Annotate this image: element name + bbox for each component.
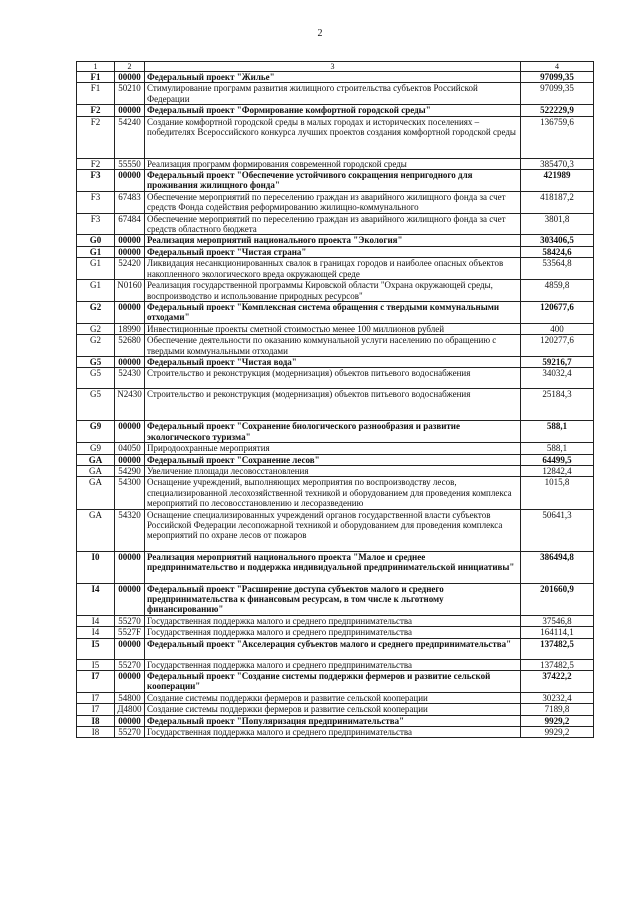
- row-subcode: 00000: [115, 583, 145, 615]
- row-amount: 137482,5: [521, 638, 594, 659]
- row-code: G5: [77, 389, 115, 421]
- row-amount: 386494,8: [521, 551, 594, 583]
- row-description: Федеральный проект "Создание системы поддержки фермеров и развитие сельской кооперации": [145, 671, 521, 693]
- row-subcode: 55270: [115, 615, 145, 626]
- row-code: I4: [77, 583, 115, 615]
- row-code: G9: [77, 443, 115, 454]
- row-description: Федеральный проект "Чистая страна": [145, 246, 521, 257]
- table-row: [77, 421, 594, 443]
- table-row: [77, 83, 594, 105]
- row-subcode: 00000: [115, 421, 145, 443]
- row-amount: 303406,5: [521, 235, 594, 246]
- table-row: [77, 389, 594, 421]
- table-row: [77, 335, 594, 357]
- table-row: [77, 368, 594, 389]
- row-description: Обеспечение деятельности по оказанию коммунальной услуги населению по обращению с твердыми коммунальными отходами: [145, 335, 521, 357]
- row-subcode: 67483: [115, 191, 145, 213]
- row-code: G1: [77, 246, 115, 257]
- row-code: GA: [77, 509, 115, 551]
- row-amount: 30232,4: [521, 692, 594, 703]
- row-subcode: N2430: [115, 389, 145, 421]
- table-row: [77, 583, 594, 615]
- row-subcode: 00000: [115, 671, 145, 693]
- row-description: Федеральный проект "Комплексная система обращения с твердыми коммунальными отходами": [145, 301, 521, 323]
- row-code: F3: [77, 191, 115, 213]
- table-row: [77, 235, 594, 246]
- table-row: [77, 258, 594, 280]
- table-row: [77, 246, 594, 257]
- table-row: [77, 158, 594, 169]
- row-amount: 421989: [521, 170, 594, 192]
- row-description: Реализация государственной программы Кировской области "Охрана окружающей среды, воспроизводство и использование природных ресурсов": [145, 280, 521, 302]
- row-amount: 137482,5: [521, 659, 594, 670]
- row-subcode: 67484: [115, 213, 145, 235]
- row-subcode: 50210: [115, 83, 145, 105]
- row-description: Увеличение площади лесовосстановления: [145, 465, 521, 476]
- row-subcode: 52420: [115, 258, 145, 280]
- row-amount: 136759,6: [521, 116, 594, 158]
- row-subcode: 52680: [115, 335, 145, 357]
- row-amount: 7189,8: [521, 704, 594, 715]
- row-amount: 37422,2: [521, 671, 594, 693]
- row-code: I5: [77, 638, 115, 659]
- row-amount: 385470,3: [521, 158, 594, 169]
- row-amount: 201660,9: [521, 583, 594, 615]
- table-row: [77, 615, 594, 626]
- row-subcode: 00000: [115, 246, 145, 257]
- row-amount: 12842,4: [521, 465, 594, 476]
- row-subcode: 00000: [115, 301, 145, 323]
- row-code: GA: [77, 477, 115, 509]
- row-subcode: 18990: [115, 323, 145, 334]
- row-description: Обеспечение мероприятий по переселению граждан из аварийного жилищного фонда за счет средств Фонда содействия реформированию жилищно-коммунального: [145, 191, 521, 213]
- row-code: G1: [77, 258, 115, 280]
- row-subcode: 54290: [115, 465, 145, 476]
- table-row: [77, 551, 594, 583]
- table-row: [77, 323, 594, 334]
- header-cell-3: 3: [145, 62, 521, 72]
- row-amount: 3801,8: [521, 213, 594, 235]
- row-subcode: 04050: [115, 443, 145, 454]
- row-code: I7: [77, 671, 115, 693]
- row-code: F1: [77, 83, 115, 105]
- table-row: [77, 72, 594, 83]
- row-code: G9: [77, 421, 115, 443]
- row-amount: 59216,7: [521, 356, 594, 367]
- row-amount: 120677,6: [521, 301, 594, 323]
- row-description: Федеральный проект "Формирование комфортной городской среды": [145, 105, 521, 116]
- table-row: [77, 671, 594, 693]
- row-amount: 97099,35: [521, 83, 594, 105]
- row-subcode: 00000: [115, 356, 145, 367]
- row-subcode: 00000: [115, 105, 145, 116]
- row-code: F2: [77, 116, 115, 158]
- table-row: [77, 727, 594, 738]
- row-description: Федеральный проект "Сохранение биологического разнообразия и развитие экологического туризма": [145, 421, 521, 443]
- table-row: [77, 715, 594, 726]
- table-row: [77, 356, 594, 367]
- row-description: Федеральный проект "Популяризация предпринимательства": [145, 715, 521, 726]
- table-row: [77, 170, 594, 192]
- row-code: GA: [77, 454, 115, 465]
- row-amount: 522229,9: [521, 105, 594, 116]
- row-code: I8: [77, 715, 115, 726]
- row-code: I7: [77, 692, 115, 703]
- row-description: Строительство и реконструкция (модернизация) объектов питьевого водоснабжения: [145, 368, 521, 389]
- row-amount: 418187,2: [521, 191, 594, 213]
- row-subcode: 52430: [115, 368, 145, 389]
- row-subcode: 54240: [115, 116, 145, 158]
- row-code: I8: [77, 727, 115, 738]
- row-amount: 400: [521, 323, 594, 334]
- table-row: [77, 465, 594, 476]
- row-code: F3: [77, 213, 115, 235]
- row-amount: 4859,8: [521, 280, 594, 302]
- row-subcode: 00000: [115, 638, 145, 659]
- row-code: F2: [77, 158, 115, 169]
- page-number: 2: [317, 28, 323, 39]
- table-row: [77, 704, 594, 715]
- table-row: [77, 280, 594, 302]
- row-code: I4: [77, 627, 115, 638]
- table-row: [77, 692, 594, 703]
- row-description: Федеральный проект "Чистая вода": [145, 356, 521, 367]
- row-description: Стимулирование программ развития жилищного строительства субъектов Российской Федерации: [145, 83, 521, 105]
- row-description: Реализация программ формирования современной городской среды: [145, 158, 521, 169]
- table-row: [77, 105, 594, 116]
- row-description: Создание комфортной городской среды в малых городах и исторических поселениях – победителях Всероссийского конкурса лучших проектов создания комфортной городской среды: [145, 116, 521, 158]
- row-description: Природоохранные мероприятия: [145, 443, 521, 454]
- row-description: Оснащение учреждений, выполняющих мероприятия по воспроизводству лесов, специализированной лесохозяйственной техникой и оборудованием для проведения комплекса мероприятий по лесовосстановлению и лесоразведению: [145, 477, 521, 509]
- row-subcode: 55270: [115, 659, 145, 670]
- row-subcode: 00000: [115, 170, 145, 192]
- row-amount: 64499,5: [521, 454, 594, 465]
- row-subcode: 5527F: [115, 627, 145, 638]
- row-description: Федеральный проект "Обеспечение устойчивого сокращения непригодного для проживания жилищного фонда": [145, 170, 521, 192]
- row-code: G2: [77, 301, 115, 323]
- row-subcode: 55550: [115, 158, 145, 169]
- row-amount: 97099,35: [521, 72, 594, 83]
- table-row: [77, 627, 594, 638]
- table-row: [77, 213, 594, 235]
- row-subcode: 54800: [115, 692, 145, 703]
- row-amount: 9929,2: [521, 715, 594, 726]
- row-amount: 58424,6: [521, 246, 594, 257]
- row-code: I5: [77, 659, 115, 670]
- row-code: I0: [77, 551, 115, 583]
- row-amount: 34032,4: [521, 368, 594, 389]
- row-code: G2: [77, 335, 115, 357]
- row-subcode: 00000: [115, 72, 145, 83]
- row-description: Ликвидация несанкционированных свалок в границах городов и наиболее опасных объектов накопленного экологического вреда окружающей среде: [145, 258, 521, 280]
- table-row: [77, 301, 594, 323]
- table-row: [77, 454, 594, 465]
- row-description: Федеральный проект "Жилье": [145, 72, 521, 83]
- row-description: Обеспечение мероприятий по переселению граждан из аварийного жилищного фонда за счет средств областного бюджета: [145, 213, 521, 235]
- row-subcode: 00000: [115, 454, 145, 465]
- row-description: Государственная поддержка малого и среднего предпринимательства: [145, 615, 521, 626]
- table-row: [77, 659, 594, 670]
- row-code: I7: [77, 704, 115, 715]
- table-row: [77, 191, 594, 213]
- table-header-row: [77, 62, 594, 72]
- row-description: Оснащение специализированных учреждений органов государственной власти субъектов Российской Федерации лесопожарной техникой и оборудованием для проведения комплекса мероприятий по охране лесов от пожаров: [145, 509, 521, 551]
- row-amount: 25184,3: [521, 389, 594, 421]
- row-description: Инвестиционные проекты сметной стоимостью менее 100 миллионов рублей: [145, 323, 521, 334]
- row-amount: 1015,8: [521, 477, 594, 509]
- row-code: G1: [77, 280, 115, 302]
- row-description: Создание системы поддержки фермеров и развитие сельской кооперации: [145, 692, 521, 703]
- row-subcode: 55270: [115, 727, 145, 738]
- row-amount: 120277,6: [521, 335, 594, 357]
- header-cell-2: 2: [115, 62, 145, 72]
- table-row: [77, 638, 594, 659]
- row-subcode: 00000: [115, 551, 145, 583]
- row-description: Создание системы поддержки фермеров и развитие сельской кооперации: [145, 704, 521, 715]
- row-code: G0: [77, 235, 115, 246]
- row-description: Федеральный проект "Расширение доступа субъектов малого и среднего предпринимательства к финансовым ресурсам, в том числе к льготному финансированию": [145, 583, 521, 615]
- row-description: Федеральный проект "Сохранение лесов": [145, 454, 521, 465]
- row-amount: 50641,3: [521, 509, 594, 551]
- row-description: Государственная поддержка малого и среднего предпринимательства: [145, 659, 521, 670]
- row-description: Государственная поддержка малого и среднего предпринимательства: [145, 727, 521, 738]
- row-code: F1: [77, 72, 115, 83]
- budget-table-body: [77, 62, 594, 738]
- row-subcode: Д4800: [115, 704, 145, 715]
- row-subcode: 54300: [115, 477, 145, 509]
- row-subcode: N0160: [115, 280, 145, 302]
- row-amount: 588,1: [521, 443, 594, 454]
- row-code: F3: [77, 170, 115, 192]
- row-description: Строительство и реконструкция (модернизация) объектов питьевого водоснабжения: [145, 389, 521, 421]
- row-code: G5: [77, 356, 115, 367]
- row-code: I4: [77, 615, 115, 626]
- row-description: Реализация мероприятий национального проекта "Экология": [145, 235, 521, 246]
- row-code: G2: [77, 323, 115, 334]
- row-description: Государственная поддержка малого и среднего предпринимательства: [145, 627, 521, 638]
- row-amount: 37546,8: [521, 615, 594, 626]
- table-row: [77, 443, 594, 454]
- table-row: [77, 477, 594, 509]
- table-row: [77, 116, 594, 158]
- row-description: Реализация мероприятий национального проекта "Малое и среднее предпринимательство и поддержка индивидуальной предпринимательской инициативы": [145, 551, 521, 583]
- row-amount: 53564,8: [521, 258, 594, 280]
- row-amount: 164114,1: [521, 627, 594, 638]
- row-amount: 9929,2: [521, 727, 594, 738]
- row-description: Федеральный проект "Акселерация субъектов малого и среднего предпринимательства": [145, 638, 521, 659]
- table-row: [77, 509, 594, 551]
- header-cell-1: 1: [77, 62, 115, 72]
- row-subcode: 54320: [115, 509, 145, 551]
- row-amount: 588,1: [521, 421, 594, 443]
- row-subcode: 00000: [115, 715, 145, 726]
- budget-table: [76, 61, 594, 738]
- row-code: G5: [77, 368, 115, 389]
- row-code: GA: [77, 465, 115, 476]
- row-code: F2: [77, 105, 115, 116]
- row-subcode: 00000: [115, 235, 145, 246]
- header-cell-4: 4: [521, 62, 594, 72]
